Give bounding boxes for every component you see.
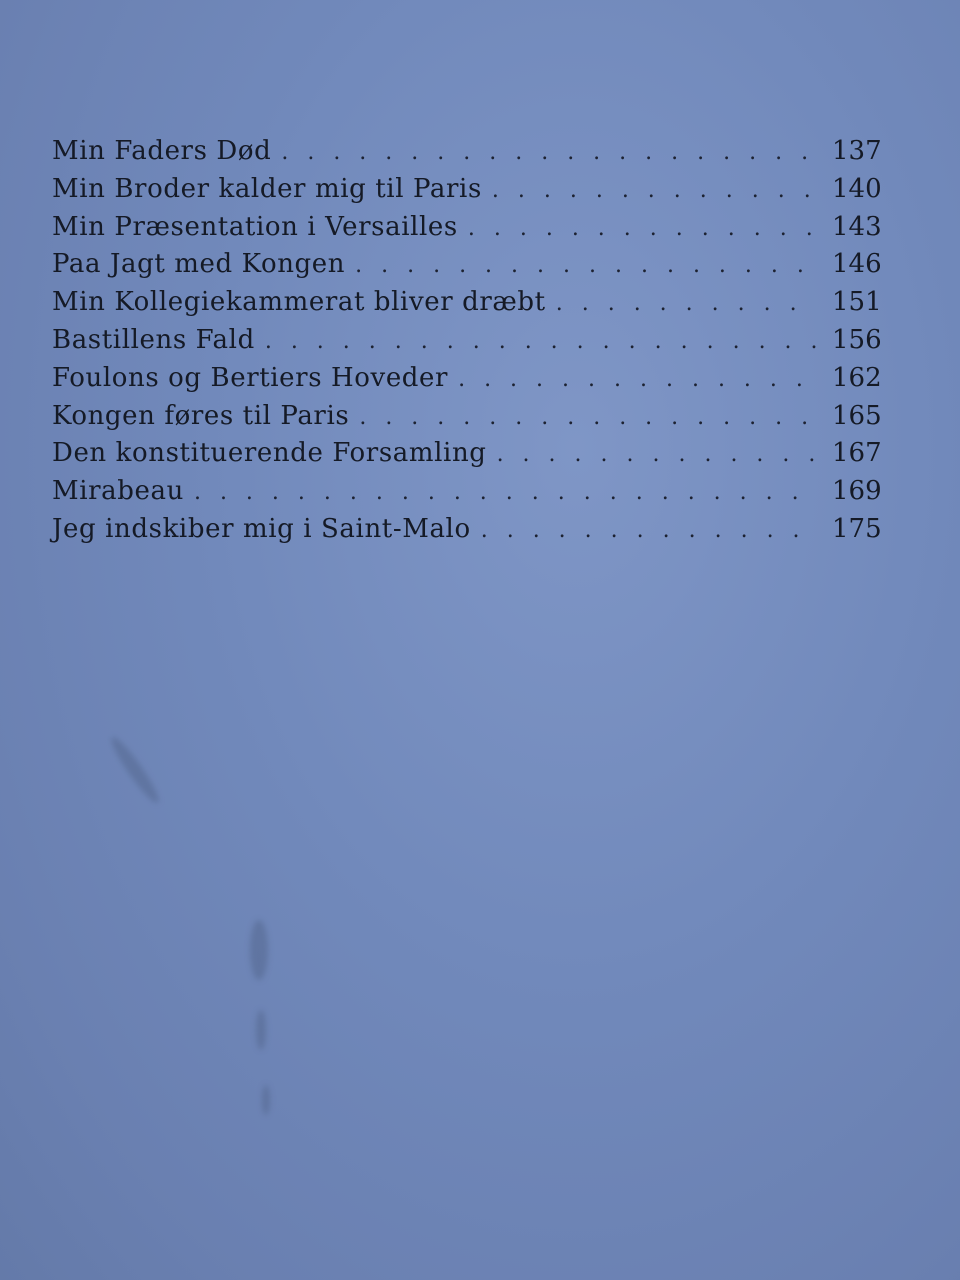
toc-dot-leader <box>359 405 816 430</box>
toc-entry-page: 140 <box>832 173 882 204</box>
toc-entry <box>52 173 882 212</box>
toc-entry <box>52 513 882 552</box>
toc-entry <box>52 136 882 174</box>
paper-smudge <box>256 1010 266 1050</box>
toc-entry-page: 143 <box>832 211 882 242</box>
toc-dot-leader <box>556 291 816 316</box>
toc-entry-page: 167 <box>832 438 882 469</box>
toc-dot-leader <box>265 329 816 354</box>
toc-dot-leader <box>468 216 816 241</box>
toc-entry-page: 146 <box>832 249 882 280</box>
toc-dot-leader <box>481 518 816 543</box>
toc-entry-title: Paa Jagt med Kongen <box>52 249 346 280</box>
toc-entry-page: 151 <box>832 287 882 318</box>
toc-entry <box>52 324 882 363</box>
toc-dot-leader <box>281 140 816 165</box>
toc-entry-page: 156 <box>832 324 882 355</box>
paper-smudge <box>106 733 163 807</box>
toc-entry-title: Min Broder kalder mig til Paris <box>52 173 482 204</box>
toc-entry <box>52 362 882 401</box>
toc-entry-title: Min Kollegiekammerat bliver dræbt <box>52 287 546 318</box>
toc-entry <box>52 211 882 250</box>
toc-entry-page: 137 <box>832 136 882 166</box>
toc-entry-title: Mirabeau <box>52 476 184 507</box>
toc-entry-page: 175 <box>832 513 882 544</box>
toc-entry-title: Kongen føres til Paris <box>52 400 350 431</box>
toc-entry-title: Foulons og Bertiers Hoveder <box>52 362 449 393</box>
toc-dot-leader <box>458 367 816 392</box>
table-of-contents <box>52 136 882 552</box>
paper-smudge <box>262 1085 270 1115</box>
toc-entry-title: Jeg indskiber mig i Saint-Malo <box>52 513 471 544</box>
toc-entry-title: Bastillens Fald <box>52 324 255 355</box>
toc-dot-leader <box>355 253 816 278</box>
toc-entry-page: 165 <box>832 400 882 431</box>
toc-entry <box>52 400 882 439</box>
toc-entry-page: 162 <box>832 362 882 393</box>
toc-entry <box>52 438 882 476</box>
toc-entry-title: Den konstituerende Forsamling <box>52 438 487 469</box>
toc-entry-title: Min Faders Død <box>52 136 272 166</box>
toc-entry <box>52 249 882 287</box>
toc-dot-leader <box>194 480 816 505</box>
paper-smudge <box>250 920 268 980</box>
toc-entry-page: 169 <box>832 476 882 507</box>
toc-dot-leader <box>497 442 816 467</box>
toc-entry <box>52 476 882 514</box>
toc-entry-title: Min Præsentation i Versailles <box>52 211 458 242</box>
toc-entry <box>52 287 882 325</box>
toc-dot-leader <box>492 178 816 203</box>
